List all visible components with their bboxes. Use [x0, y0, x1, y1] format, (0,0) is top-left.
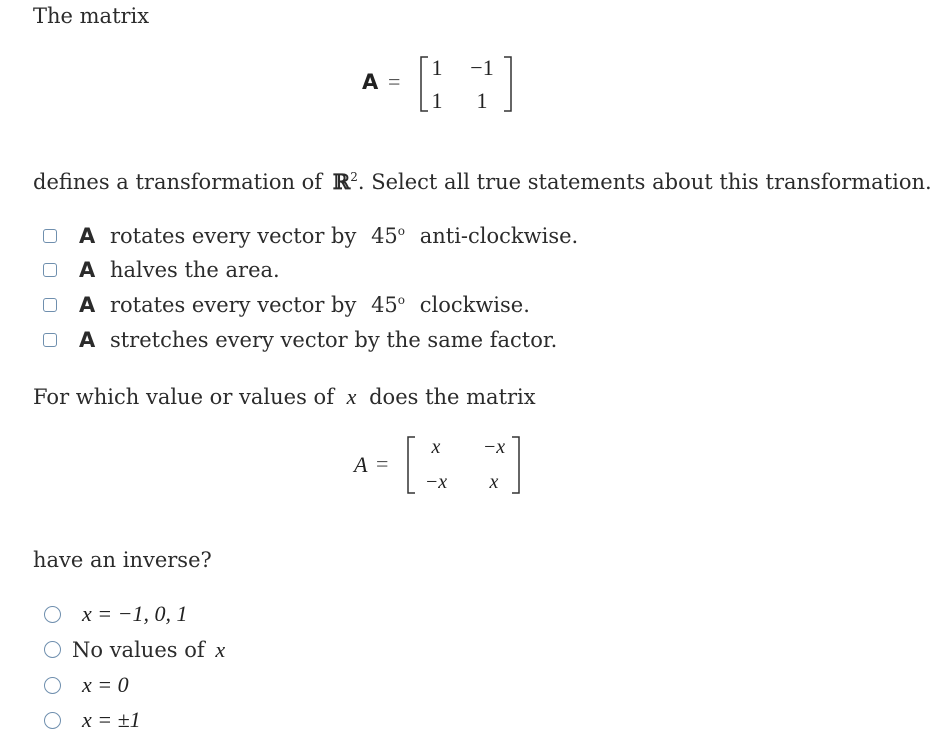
- option-label: No values of: [72, 638, 205, 662]
- degree-sign: o: [397, 224, 406, 238]
- option-label: x = −1, 0, 1: [82, 601, 188, 626]
- q2-cell-12: −x: [482, 436, 506, 458]
- radio-button[interactable]: [44, 712, 61, 729]
- option-subject: A: [79, 258, 96, 282]
- q2-intro: [33, 384, 536, 410]
- q1-right-bracket: [502, 56, 514, 112]
- q1-intro: The matrix: [33, 4, 150, 28]
- checkbox[interactable]: [43, 229, 57, 243]
- q1-equals: =: [388, 69, 401, 94]
- option-text: halves the area.: [109, 258, 280, 282]
- q1-cell-11: 1: [431, 55, 443, 80]
- radio-button[interactable]: [44, 677, 61, 694]
- radio-button[interactable]: [44, 641, 61, 658]
- q2-intro-post: does the matrix: [369, 385, 536, 409]
- q2-matrix-name: A: [354, 452, 368, 477]
- checkbox[interactable]: [43, 298, 57, 312]
- q1-cell-22: 1: [476, 88, 488, 113]
- q2-variable: x: [346, 384, 357, 409]
- degree-sign: o: [397, 293, 406, 307]
- option-text: stretches every vector by the same factor.: [109, 328, 558, 352]
- option-angle: 45: [371, 224, 398, 248]
- q2-equals: =: [376, 451, 389, 476]
- q2-right-bracket: [510, 436, 522, 494]
- q1-cell-12: −1: [470, 55, 494, 80]
- option-subject: A: [79, 328, 96, 352]
- q1-prompt-post: . Select all true statements about this transformation.: [357, 170, 932, 194]
- q1-space-symbol: ℝ: [332, 169, 351, 194]
- q2-cell-11: x: [431, 436, 441, 458]
- option-direction: clockwise.: [419, 293, 530, 317]
- q2-outro: have an inverse?: [33, 548, 212, 572]
- q2-cell-22: x: [489, 471, 499, 493]
- option-subject: A: [79, 224, 96, 248]
- radio-button[interactable]: [44, 606, 61, 623]
- checkbox[interactable]: [43, 333, 57, 347]
- q2-cell-21: −x: [424, 471, 448, 493]
- checkbox[interactable]: [43, 263, 57, 277]
- q1-matrix-name: A: [362, 70, 379, 94]
- option-text: rotates every vector by: [109, 224, 357, 248]
- q2-intro-pre: For which value or values of: [33, 385, 334, 409]
- option-angle: 45: [371, 293, 398, 317]
- q1-cell-21: 1: [431, 88, 443, 113]
- q1-space-exponent: 2: [350, 170, 358, 184]
- option-variable: x: [215, 637, 226, 662]
- q1-prompt-pre: defines a transformation of: [33, 170, 323, 194]
- option-subject: A: [79, 293, 96, 317]
- q1-prompt: [33, 169, 932, 194]
- option-label: x = 0: [82, 672, 129, 697]
- option-label: x = ±1: [82, 707, 141, 732]
- option-direction: anti-clockwise.: [419, 224, 579, 248]
- option-text: rotates every vector by: [109, 293, 357, 317]
